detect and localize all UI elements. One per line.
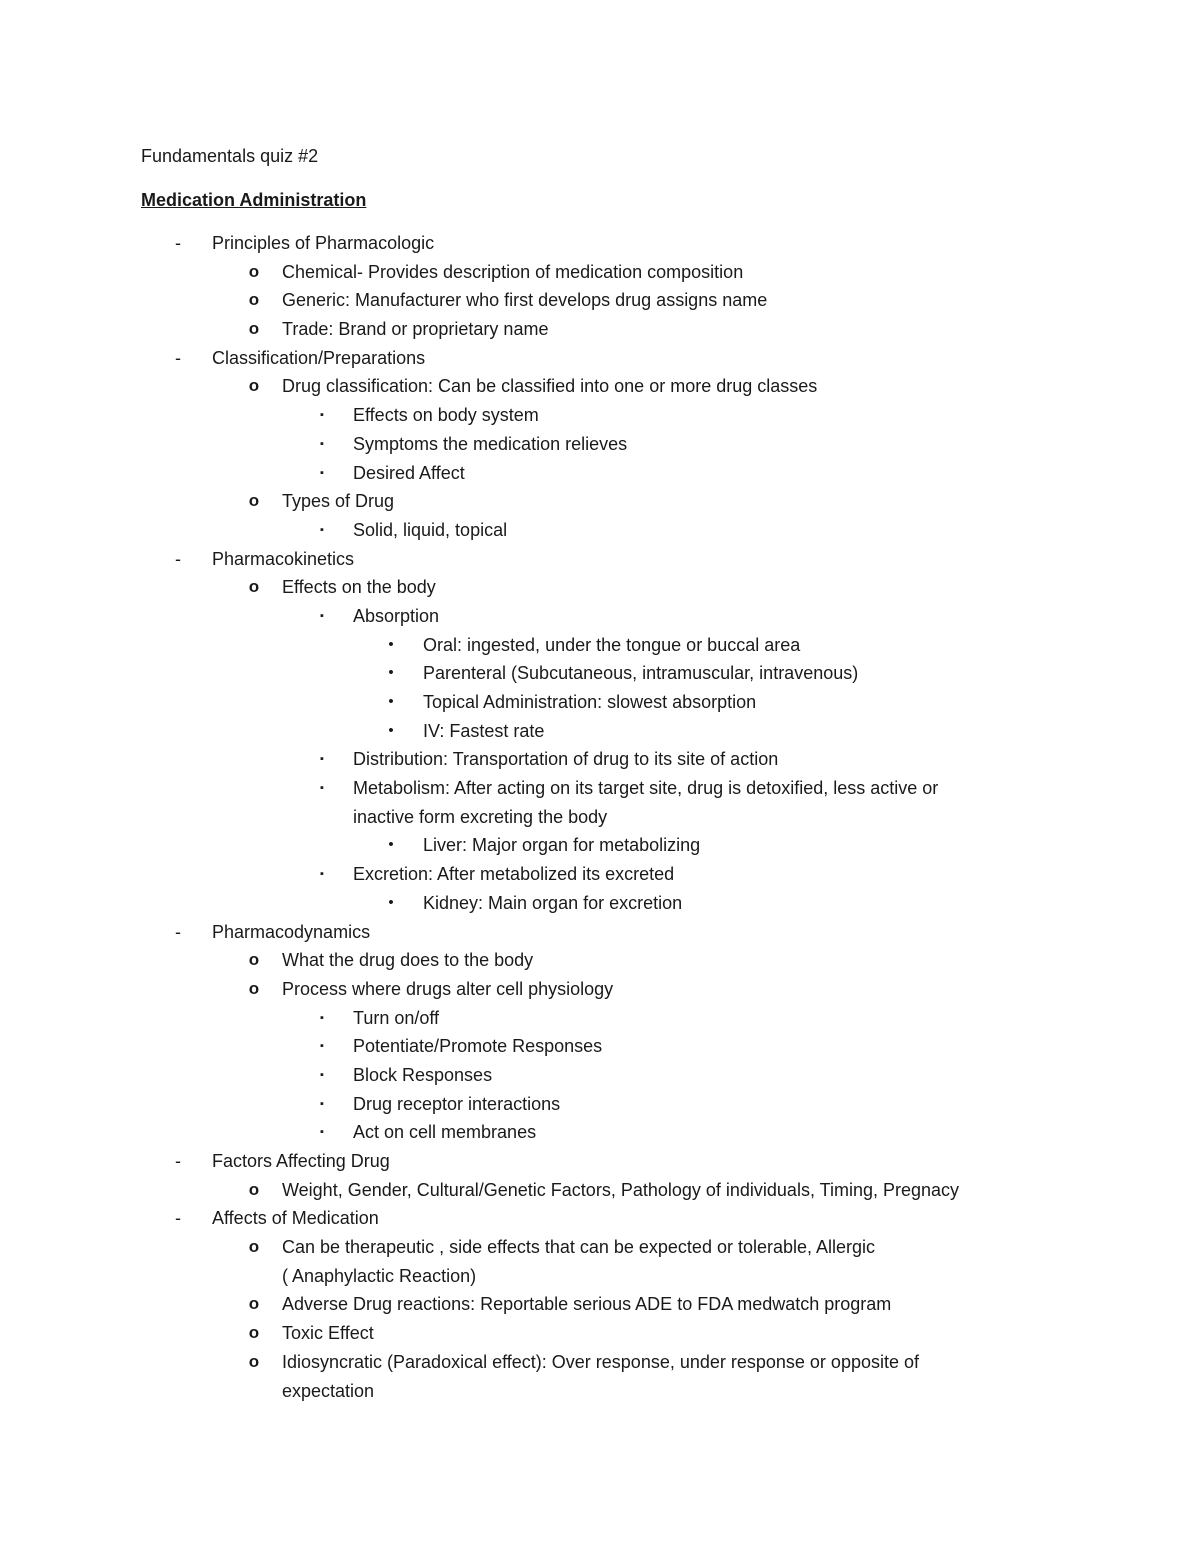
outline-item-text: Solid, liquid, topical [353,519,508,540]
outline-item-text: Liver: Major organ for metabolizing [423,835,701,856]
outline-item-text: Can be therapeutic , side effects that can be expected or tolerable, Allergic [282,1237,876,1258]
bullet-marker: ▪ [320,868,324,881]
bullet-marker: - [175,548,181,569]
bullet-marker: • [388,836,394,854]
outline-item-level-4 [0,889,1200,918]
bullet-marker: o [248,1323,260,1343]
bullet-marker: • [388,664,394,682]
outline-list [0,229,1200,1405]
bullet-marker: • [388,635,394,653]
bullet-marker: - [175,1208,181,1229]
outline-item-level-3 [0,401,1200,430]
bullet-marker: - [175,921,181,942]
bullet-marker: ▪ [320,1068,324,1081]
outline-item-text: What the drug does to the body [282,950,534,971]
bullet-marker: o [248,1179,260,1199]
outline-item-text: Symptoms the medication relieves [353,433,628,454]
outline-item-text: Desired Affect [353,462,465,483]
bullet-marker: ▪ [320,1011,324,1024]
bullet-marker: o [248,491,260,511]
outline-item-text: Effects on body system [353,405,539,426]
outline-item-text: Process where drugs alter cell physiology [282,978,614,999]
outline-item-text: Kidney: Main organ for excretion [423,892,683,913]
outline-item-level-2 [0,372,1200,401]
outline-item-level-2 [0,487,1200,516]
outline-item-level-1 [0,344,1200,373]
outline-item-text: Effects on the body [282,577,436,598]
outline-item-level-3 [0,860,1200,889]
bullet-marker: ▪ [320,1126,324,1139]
bullet-marker: • [388,721,394,739]
outline-item-level-3 [0,803,1200,832]
bullet-marker: ▪ [320,609,324,622]
section-heading: Medication Administration [141,190,367,210]
outline-item-level-2 [0,573,1200,602]
bullet-marker: o [248,319,260,339]
outline-item-level-2 [0,1377,1200,1406]
outline-item-level-2 [0,1348,1200,1377]
outline-item-text: Excretion: After metabolized its excreted [353,864,675,885]
outline-item-text: Drug receptor interactions [353,1093,561,1114]
outline-item-text: Types of Drug [282,491,395,512]
outline-item-level-4 [0,831,1200,860]
outline-item-level-2 [0,946,1200,975]
outline-item-level-2 [0,1290,1200,1319]
outline-item-level-4 [0,688,1200,717]
outline-item-text: IV: Fastest rate [423,720,545,741]
outline-item-text: Adverse Drug reactions: Reportable serious ADE to FDA medwatch program [282,1294,892,1315]
outline-item-text: Principles of Pharmacologic [212,233,435,253]
bullet-marker: o [248,1237,260,1257]
outline-item-level-1 [0,918,1200,947]
bullet-marker: ▪ [320,523,324,536]
outline-item-text: Pharmacokinetics [212,548,355,569]
bullet-marker: o [248,1294,260,1314]
outline-item-text: Parenteral (Subcutaneous, intramuscular, intravenous) [423,663,859,684]
outline-item-text: Trade: Brand or proprietary name [282,319,549,340]
outline-item-text: Generic: Manufacturer who first develops drug assigns name [282,290,768,311]
bullet-marker: ▪ [320,466,324,479]
outline-item-text: Block Responses [353,1064,493,1085]
outline-item-level-3 [0,1032,1200,1061]
outline-item-text: Idiosyncratic (Paradoxical effect): Over response, under response or opposite of [282,1351,919,1372]
outline-item-text: Turn on/off [353,1007,440,1028]
outline-item-level-2 [0,286,1200,315]
outline-item-text: Affects of Medication [212,1208,379,1229]
outline-item-text: Distribution: Transportation of drug to its site of action [353,749,779,770]
outline-item-level-3 [0,1118,1200,1147]
outline-item-text: Classification/Preparations [212,347,426,368]
outline-item-text: Toxic Effect [282,1323,374,1344]
bullet-marker: - [175,233,181,253]
outline-item-level-2 [0,1176,1200,1205]
bullet-marker: o [248,261,260,281]
outline-item-text: Oral: ingested, under the tongue or buccal area [423,634,801,655]
outline-item-level-2 [0,315,1200,344]
outline-item-level-3 [0,459,1200,488]
outline-item-text: Topical Administration: slowest absorption [423,692,757,712]
outline-item-level-1 [0,1147,1200,1176]
bullet-marker: • [388,693,394,710]
outline-item-level-2 [0,1262,1200,1291]
outline-item-level-2 [0,258,1200,287]
outline-item-level-1 [0,545,1200,574]
outline-item-text: Pharmacodynamics [212,921,371,942]
bullet-marker: o [248,577,260,597]
bullet-marker: ▪ [320,782,324,795]
bullet-marker: • [388,893,394,911]
bullet-marker: ▪ [320,1040,324,1053]
outline-item-level-2 [0,1319,1200,1348]
bullet-marker: - [175,1151,181,1171]
outline-item-level-3 [0,602,1200,631]
outline-item-level-2 [0,975,1200,1004]
bullet-marker: ▪ [320,409,324,422]
bullet-marker: o [248,290,260,310]
bullet-marker: ▪ [320,437,324,450]
outline-item-text: expectation [282,1380,375,1401]
outline-item-text: Absorption [353,605,440,626]
outline-item-text: inactive form excreting the body [353,806,608,827]
outline-item-level-1 [0,1204,1200,1233]
bullet-marker: o [248,1351,260,1371]
bullet-marker: o [248,950,260,970]
outline-item-level-3 [0,1061,1200,1090]
bullet-marker: - [175,347,181,368]
outline-item-text: ( Anaphylactic Reaction) [282,1265,477,1286]
outline-item-level-4 [0,631,1200,660]
outline-item-level-3 [0,745,1200,774]
outline-item-level-1 [0,229,1200,258]
bullet-marker: ▪ [320,753,324,766]
outline-item-level-3 [0,1090,1200,1119]
outline-item-text: Chemical- Provides description of medication composition [282,261,744,282]
outline-item-text: Act on cell membranes [353,1122,537,1143]
outline-item-level-3 [0,774,1200,803]
bullet-marker: o [248,376,260,396]
bullet-marker: o [248,978,260,998]
outline-item-level-3 [0,430,1200,459]
outline-item-text: Weight, Gender, Cultural/Genetic Factors, Pathology of individuals, Timing, Pregnacy [282,1179,960,1200]
outline-item-level-4 [0,659,1200,688]
outline-item-level-2 [0,1233,1200,1262]
outline-item-level-3 [0,1004,1200,1033]
outline-item-level-3 [0,516,1200,545]
outline-item-text: Factors Affecting Drug [212,1151,390,1171]
outline-item-level-4 [0,717,1200,746]
outline-item-text: Metabolism: After acting on its target site, drug is detoxified, less active or [353,778,939,799]
outline-item-text: Potentiate/Promote Responses [353,1036,603,1057]
document-title: Fundamentals quiz #2 [141,146,319,166]
bullet-marker: ▪ [320,1097,324,1110]
outline-item-text: Drug classification: Can be classified into one or more drug classes [282,376,818,397]
